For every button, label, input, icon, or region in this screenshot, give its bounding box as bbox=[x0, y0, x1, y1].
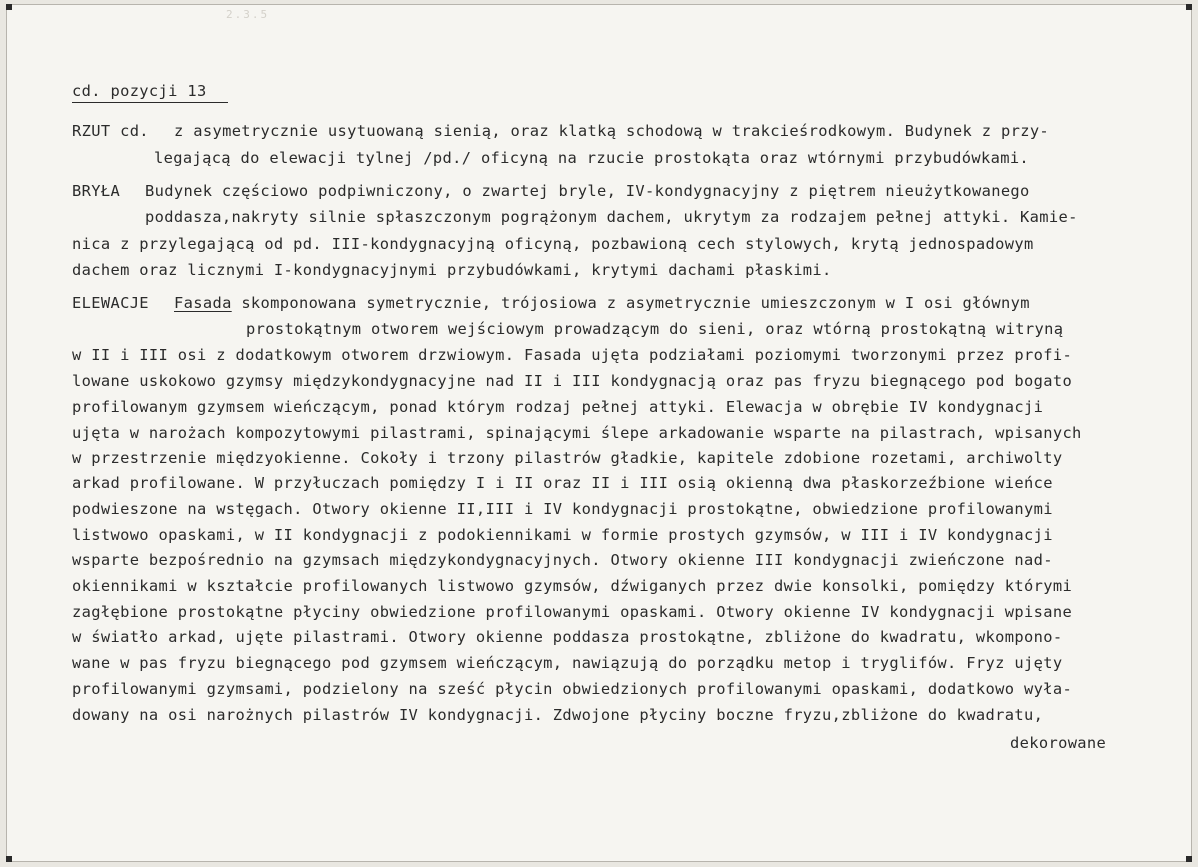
elewacje-line: profilowanymi gzymsami, podzielony na sześć płycin obwiedzionych profilowanymi opaskami, dodatkowo wyła- bbox=[72, 680, 1073, 698]
corner-mark bbox=[1186, 856, 1192, 862]
section-label-rzut: RZUT cd. bbox=[72, 122, 149, 140]
elewacje-line: wsparte bezpośrednio na gzymsach międzykondygnacyjnych. Otwory okienne III kondygnacji zwieńczone nad- bbox=[72, 551, 1053, 569]
elewacje-line: dowany na osi narożnych pilastrów IV kondygnacji. Zdwojone płyciny boczne fryzu,zbliżone do kwadratu, bbox=[72, 706, 1044, 724]
subheading-fasada: Fasada bbox=[174, 294, 232, 312]
bryla-line: Budynek częściowo podpiwniczony, o zwartej bryle, IV-kondygnacyjny z piętrem nieużytkowanego bbox=[145, 182, 1030, 200]
elewacje-line: lowane uskokowo gzymsy międzykondygnacyjne nad II i III kondygnacją oraz pas fryzu biegnącego pod bogato bbox=[72, 372, 1073, 390]
elewacje-line: arkad profilowane. W przyłuczach pomiędzy I i II oraz II i III osią okienną dwa płaskorzeźbione wieńce bbox=[72, 474, 1053, 492]
bryla-line: poddasza,nakryty silnie spłaszczonym pogrążonym dachem, ukrytym za rodzajem pełnej attyki. Kamie- bbox=[145, 208, 1078, 226]
elewacje-line: listwowo opaskami, w II kondygnacji z podokiennikami w formie prostych gzymsów, w III i IV kondygnacji bbox=[72, 526, 1053, 544]
rzut-line: z asymetrycznie usytuowaną sienią, oraz klatką schodową w trakcieśrodkowym. Budynek z przy- bbox=[174, 122, 1050, 140]
corner-mark bbox=[6, 856, 12, 862]
section-label-elewacje: ELEWACJE bbox=[72, 294, 149, 312]
elewacje-line: zagłębione prostokątne płyciny obwiedzione profilowanymi opaskami. Otwory okienne IV kondygnacji wpisane bbox=[72, 603, 1073, 621]
title-underline bbox=[72, 102, 228, 103]
elewacje-line: w światło arkad, ujęte pilastrami. Otwory okienne poddasza prostokątne, zbliżone do kwadratu, wkompono- bbox=[72, 628, 1063, 646]
elewacje-line: profilowanym gzymsem wieńczącym, ponad którym rodzaj pełnej attyki. Elewacja w obrębie IV kondygnacji bbox=[72, 398, 1044, 416]
elewacje-line: ujęta w narożach kompozytowymi pilastrami, spinającymi ślepe arkadowanie wsparte na pilastrach, wpisanych bbox=[72, 424, 1082, 442]
elewacje-line: w II i III osi z dodatkowym otworem drzwiowym. Fasada ujęta podziałami poziomymi tworzonymi przez profi- bbox=[72, 346, 1073, 364]
elewacje-line: wane w pas fryzu biegnącego pod gzymsem wieńczącym, nawiązują do porządku metop i tryglifów. Fryz ujęty bbox=[72, 654, 1063, 672]
elewacje-line: okiennikami w kształcie profilowanych listwowo gzymsów, dźwiganych przez dwie konsolki, pomiędzy którymi bbox=[72, 577, 1073, 595]
elewacje-first-line bbox=[174, 294, 1030, 312]
bryla-line: dachem oraz licznymi I-kondygnacyjnymi przybudówkami, krytymi dachami płaskimi. bbox=[72, 261, 832, 279]
elewacje-line: podwieszone na wstęgach. Otwory okienne II,III i IV kondygnacji prostokątne, obwiedzione profilowanymi bbox=[72, 500, 1053, 518]
elewacje-line: w przestrzenie międzyokienne. Cokoły i trzony pilastrów gładkie, kapitele zdobione rozetami, archiwolty bbox=[72, 449, 1063, 467]
corner-mark bbox=[1186, 4, 1192, 10]
catchword: dekorowane bbox=[1010, 734, 1107, 752]
section-label-bryla: BRYŁA bbox=[72, 182, 121, 200]
elewacje-line: prostokątnym otworem wejściowym prowadzącym do sieni, oraz wtórną prostokątną witryną bbox=[246, 320, 1064, 338]
faint-stamp: 2.3.5 bbox=[226, 8, 270, 21]
elewacje-first-line-rest: skomponowana symetrycznie, trójosiowa z asymetrycznie umieszczonym w I osi głównym bbox=[231, 294, 1030, 312]
page-title: cd. pozycji 13 bbox=[72, 82, 207, 100]
rzut-line: legającą do elewacji tylnej /pd./ oficyną na rzucie prostokąta oraz wtórnymi przybudówkami. bbox=[154, 149, 1030, 167]
bryla-line: nica z przylegającą od pd. III-kondygnacyjną oficyną, pozbawioną cech stylowych, krytą jednospadowym bbox=[72, 235, 1034, 253]
corner-mark bbox=[6, 4, 12, 10]
